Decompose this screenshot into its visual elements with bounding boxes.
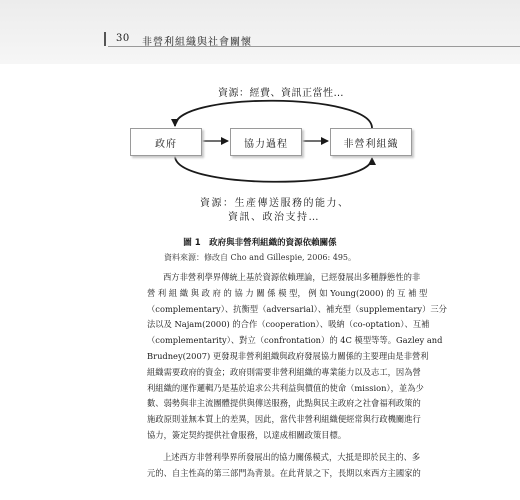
diagram-bottom-label-line-1: 資源：生產傳送服務的能力、: [200, 198, 350, 209]
node-government: [130, 128, 202, 156]
page-number: 30: [116, 33, 130, 44]
paragraph-1-line: 協力，簽定契約提供社會服務，以達成相關政策目標。: [147, 429, 347, 440]
bottom-arc-arrow: [175, 156, 372, 182]
paragraph-1-line: 組織需要政府的資金；政府則需要非營利組織的專業能力以及志工，因為營: [147, 366, 421, 377]
node-government-label: 政府: [155, 138, 177, 150]
paragraph-2-line: 元的、自主性高的第三部門為背景。在此背景之下，長期以來西方主國家的: [147, 467, 421, 478]
body-paragraph-2: [147, 450, 421, 482]
paragraph-1-line: （complementary）、抗衡型（adversarial）、補充型（supplementary）三分: [147, 303, 447, 314]
running-title: 非營利組織與社會關懷: [142, 37, 252, 48]
top-arc-arrow: [175, 101, 372, 128]
node-nonprofit-label: 非營利組織: [343, 138, 399, 150]
paragraph-1-line: 施政原則並無本質上的差異，因此，當代非營利組織便經常與行政機關進行: [147, 414, 421, 425]
node-nonprofit: [330, 128, 412, 156]
figure-caption: 圖 1 政府與非營利組織的資源依賴關係: [183, 238, 337, 248]
paragraph-1-line: 西方非營利學界傳統上基於資源依賴理論，已經發展出多種靜態性的非: [163, 272, 421, 282]
node-collaboration-process: [230, 128, 302, 156]
paragraph-1-line: 數、弱勢與非主流團體提供與傳送服務，此點與民主政府之社會福利政策的: [147, 398, 421, 409]
paragraph-1-line: Brudney(2007) 更發現非營利組織與政府發展協力關係的主要理由是非營利: [147, 350, 429, 361]
figure-source: 資料來源：修改自 Cho and Gillespie, 2006: 495。: [163, 253, 357, 262]
paragraph-1-line: 法以及 Najam(2000) 的合作（cooperation）、吸納（co-optation）、互補: [147, 319, 430, 330]
body-paragraph-1: [147, 270, 447, 444]
paragraph-1-line: 營 利 組 織 與 政 府 的 協 力 關 係 模 型， 例 如 Young(2000) 的 互 補 型: [147, 287, 428, 298]
node-collaboration-label: 協力過程: [244, 138, 288, 150]
diagram-bottom-label-line-2: 資訊、政治支持…: [228, 212, 320, 223]
diagram-top-label: 資源：經費、資訊正當性…: [218, 88, 344, 99]
paragraph-1-line: （complementarity）、對立（confrontation）的 4C 模型等等。Gazley and: [147, 335, 443, 346]
paragraph-1-line: 利組織的運作邏輯乃是基於追求公共利益與價值的使命（mission），並為少: [147, 382, 424, 393]
paragraph-2-line: 上述西方非營利學界所發展出的協力關係模式，大抵是即於民主的、多: [163, 452, 421, 462]
